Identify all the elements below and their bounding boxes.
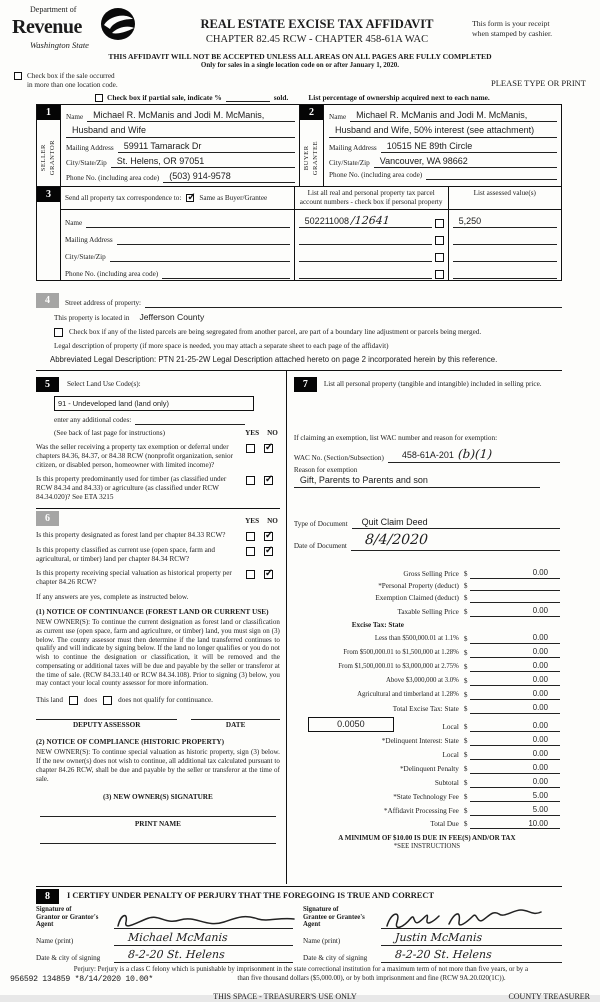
local-tax-field[interactable]: 0.00 <box>470 721 560 732</box>
see-instructions-note: *SEE INSTRUCTIONS <box>393 843 461 851</box>
buyer-city-state-zip-field[interactable]: Vancouver, WA 98662 <box>374 156 557 168</box>
gross-selling-price-field[interactable]: 0.00 <box>470 568 560 579</box>
total-due-field[interactable]: 10.00 <box>470 819 560 830</box>
grantor-signature-field[interactable] <box>114 913 293 929</box>
grantee-signature-scribble <box>381 908 566 932</box>
personal-property-checkbox-3[interactable] <box>435 253 444 262</box>
legal-description-note: Legal description of property (if more space is needed, you may attach a separate sheet to each page of the affidavit) <box>54 342 389 351</box>
wac-subsection-handwritten: (b)(1) <box>457 446 493 461</box>
tier1-tax-field[interactable]: 0.00 <box>470 633 560 644</box>
county-treasurer-label: COUNTY TREASURER <box>508 991 590 1001</box>
section-6-number: 6 <box>36 511 59 526</box>
certify-statement: I CERTIFY UNDER PENALTY OF PERJURY THAT THE FOREGOING IS TRUE AND CORRECT <box>67 891 435 901</box>
document-type-field[interactable]: Quit Claim Deed <box>352 517 560 529</box>
partial-sale-checkbox[interactable] <box>95 94 103 102</box>
s6-q3-yes-checkbox[interactable] <box>246 570 255 579</box>
land-use-title: Select Land Use Code(s): <box>67 379 141 388</box>
form-subtitle: CHAPTER 82.45 RCW - CHAPTER 458-61A WAC <box>205 33 429 45</box>
partial-sale-percent-field[interactable] <box>226 101 270 102</box>
reason-exemption-field[interactable]: Gift, Parents to Parents and son <box>294 475 540 488</box>
ownership-note: List percentage of ownership acquired next to each name. <box>308 92 490 102</box>
subtotal-field[interactable]: 0.00 <box>470 777 560 788</box>
seller-mailing-field[interactable]: 59911 Tamarack Dr <box>118 141 295 153</box>
tier2-tax-field[interactable]: 0.00 <box>470 647 560 658</box>
notice-continuance-title: (1) NOTICE OF CONTINUANCE (FOREST LAND OR CURRENT USE) <box>36 607 269 617</box>
tax-correspondence-section: 3 Send all property tax correspondence to: ✓ Same as Buyer/Grantee List all real and personal property tax parcel account numbers - check box if personal property List assessed value(s) Name Mailing Address City/State/Zip Phone No. (including area code) 502211008 /12641 5,250 <box>36 187 562 281</box>
warning-line: THIS AFFIDAVIT WILL NOT BE ACCEPTED UNLESS ALL AREAS ON ALL PAGES ARE FULLY COMPLETED <box>108 51 492 61</box>
land-does-not-checkbox[interactable] <box>103 696 112 705</box>
parcel-number-field-4[interactable] <box>299 278 432 279</box>
multi-location-label: Check box if the sale occurred in more than one location code. <box>27 71 118 89</box>
s5-q1-no-checkbox[interactable] <box>264 444 273 453</box>
same-as-buyer-checkbox[interactable] <box>186 194 194 202</box>
exemption-intro: If claiming an exemption, list WAC number and reason for exemption: <box>293 433 498 442</box>
tier4-tax-field[interactable]: 0.00 <box>470 675 560 686</box>
s5-question-timber: Is this property predominantly used for timber (as classified under RCW 84.34 and 84.33) or agriculture (as classified under RCW 84.34.020)? See ETA 3215 ✓ <box>36 475 280 502</box>
continuance-qualify-row: This land does does not qualify for continuance. <box>36 696 213 705</box>
delinquent-penalty-field[interactable]: 0.00 <box>470 763 560 774</box>
s5-question-exemption: Was the seller receiving a property tax exemption or deferral under chapters 84.36, 84.37, or 84.38 RCW (nonprofit organization, senior citizen, or disabled person, homeowner with limited income)? ✓ <box>36 443 280 470</box>
s6-q3-no-checkbox[interactable] <box>264 570 273 579</box>
buyer-name-field-line2[interactable]: Husband and Wife, 50% interest (see attachment) <box>329 125 557 137</box>
section-1-number: 1 <box>37 105 60 120</box>
correspondence-phone-field[interactable] <box>162 278 289 279</box>
same-as-buyer-label: Same as Buyer/Grantee <box>199 193 268 202</box>
personal-property-checkbox-2[interactable] <box>435 236 444 245</box>
grantor-signature-label: Signature of Grantor or Grantor's Agent <box>36 905 99 929</box>
seller-name-field-line2[interactable]: Husband and Wife <box>66 125 295 137</box>
correspondence-csz-field[interactable] <box>110 261 290 262</box>
assessed-value-field-4[interactable] <box>453 278 557 279</box>
perjury-text-line1: Perjury: Perjury is a class C felony which is punishable by imprisonment in the state correctional institution for a maximum term of not more than five years, or by a <box>73 965 529 973</box>
s6-question-historical: Is this property receiving special valuation as historical property per chapter 84.26 RCW? ✓ <box>36 569 280 587</box>
assessed-value-field-3[interactable] <box>453 261 557 262</box>
assessed-value-field-2[interactable] <box>453 244 557 245</box>
buyer-grantee-section: 2 BUYER GRANTEE Name Michael R. McManis and Jodi M. McManis, Husband and Wife, 50% interest (see attachment) Mailing Address 10515 NE 89th Circle City/State/Zip Vancouver, WA 98662 Phone No. (including area code) <box>299 105 561 186</box>
parcel-number-field-3[interactable] <box>299 261 432 262</box>
section-7-number: 7 <box>294 377 317 392</box>
state-technology-fee-field[interactable]: 5.00 <box>470 791 560 802</box>
s5-q1-yes-checkbox[interactable] <box>246 444 255 453</box>
please-type-or-print: PLEASE TYPE OR PRINT <box>490 77 586 88</box>
s6-q1-no-checkbox[interactable] <box>264 532 273 541</box>
form-title: REAL ESTATE EXCISE TAX AFFIDAVIT <box>200 17 434 31</box>
parcel-number-field-2[interactable] <box>299 244 432 245</box>
only-note: Only for sales in a single location code on or after January 1, 2020. <box>200 61 400 70</box>
dor-swirl-logo-icon <box>100 7 136 44</box>
abbreviated-legal-description[interactable]: Abbreviated Legal Description: PTN 21-25-2W Legal Description attached hereto on page 2 incorporated herein by this reference. <box>50 355 498 365</box>
delinquent-interest-local-field[interactable]: 0.00 <box>470 749 560 760</box>
land-use-column: 5 Select Land Use Code(s): 91 - Undeveloped land (land only) enter any additional codes: (See back of last page for instructions) YES NO Was the seller receiving a property tax exemption or deferral under chapters 84.36, 84.37, or 84.38 RCW (nonprofit organization, senior citizen, or disabled person, homeowner with limited income)? ✓ Is this property predominantly used for timber (as classified under RCW 84.34 and 84.33) or agriculture (as classified under RCW 84.34.020)? See ETA 3215 ✓ 6 YES NO Is this property designated as forest land per chapter 84.33 RCW? ✓ Is this property classified as current use (open space, farm and agricultural, or timber) land per chapter 84.34 RCW? ✓ Is this property receiving special valuation as historical property per chapter 84.26 RCW? ✓ If any answers are yes, complete as instructed below. (1) NOTICE OF CONTINUANCE (FOREST LAND OR CURRENT USE) NEW OWNER(S): To continue the current designation as forest land or classification as current use (open space, farm and agriculture, or timber) land, you must sign on (3) below. The county assessor must then determine if the land transferred continues to qualify and will indicate by signing below. If the land no longer qualifies or you do not wish to continue the designation or classification, it will be removed and the compensating or additional taxes will be due and payable by the seller or transferor at the time of sale. (RCW 84.33.140 or RCW 84.34.108). Prior to signing (3) below, you may contact your local county assessor for more information. This land does does not qualify for continuance. DEPUTY ASSESSOR DATE (2) NOTICE OF COMPLIANCE (HISTORIC PROPERTY) NEW OWNER(S): To continue special valuation as historic property, sign (3) below. If the new owner(s) does not wish to continue, all additional tax calculated pursuant to chapter 84.26 RCW, shall be due and payable by the seller or transferor at the time of sale. (3) NEW OWNER(S) SIGNATURE PRINT NAME <box>36 371 286 884</box>
seller-grantor-vertical-label: SELLER GRANTOR <box>40 140 56 176</box>
reet-affidavit-page: Department of Revenue Washington State REAL ESTATE EXCISE TAX AFFIDAVIT CHAPTER 82.45 RCW - CHAPTER 458-61A WAC This form is your receipt when stamped by cashier. THIS AFFIDAVIT WILL NOT BE ACCEPTED UNLESS ALL AREAS ON ALL PAGES ARE FULLY COMPLETED Only for sales in a single location code on or after January 1, 2020. Check box if the sale occurred in more than one location code. PLEASE TYPE OR PRINT Check box if partial sale, indicate % sold. List percentage of ownership acquired next to each name. 1 SELLER GRANTOR Name Michael R. McManis and Jodi M. McManis, Husband and Wife Mailing Address 59911 Tamarack Dr City/State/Zip St. Helens, OR 97051 Phone No. (including area code) (503) 914-9578 2 BUYER GRANTEE Name Michael R. McManis and Jodi M. McManis, Husband and Wife, 50% interest (see attachment) Mailing Address 10515 NE 89th Circle City/State/Zip Vancouver, WA 98662 Phone No. (including area code) 3 Send all property tax correspondence to: ✓ Same as Buyer/Grantee List all real and personal property tax parcel account numbers - check box if personal property List assessed value(s) Name Mailing Address City/State/Zip Phone No. (including area code) 502211008 /12641 5,250 4 Street address of property: This property is located in Jefferson County Check box if any of the listed parcels are being segregated from another parcel, are part of a boundary line adjustment or parcels being merged. Legal description of property (if more space is needed, you may attach a separate sheet to each page of the affidavit) Abbreviated Legal Description: PTN 21-25-2W Legal Description attached hereto on page 2 incorporated herein by this reference. 5 Select Land Use Code(s): 91 - Undeveloped land (land only) enter any additional codes: (See back of last page for instructions) YES NO Was the seller receiving a property tax exemption or deferral under chapters 84.36, 84.37, or 84.38 RCW (nonprofit organization, senior citizen, or disabled person, homeowner with limited income)? ✓ Is this property predominantly used for timber (as classified under RCW 84.34 and 84.33) or agriculture (as classified under RCW 84.34.020)? See ETA 3215 ✓ 6 YES NO Is this property designated as forest land per chapter 84.33 RCW? ✓ Is this property classified as current use (open space, farm and agricultural, or timber) land per chapter 84.34 RCW? ✓ Is this property receiving special valuation as historical property per chapter 84.26 RCW? ✓ If any answers are yes, complete as instructed below. (1) NOTICE OF CONTINUANCE (FOREST LAND OR CURRENT USE) NEW OWNER(S): To continue the current designation as forest land or classification as current use (open space, farm and agriculture, or timber) land, you must sign on (3) below. The county assessor must then determine if the land transferred continues to qualify and will indicate by signing below. If the land no longer qualifies or you do not wish to continue the designation or classification, it will be removed and the compensating or additional taxes will be due and payable by the seller or transferor at the time of sale. (RCW 84.33.140 or RCW 84.34.108). Prior to signing (3) below, you may contact your local county assessor for more information. This land does does not qualify for continuance. DEPUTY ASSESSOR DATE (2) NOTICE OF COMPLIANCE (HISTORIC PROPERTY) NEW OWNER(S): To continue special valuation as historic property, sign (3) below. If the new owner(s) does not wish to continue, all additional tax calculated pursuant to chapter 84.26 RCW, shall be due and payable by the seller or transferor at the time of sale. (3) NEW OWNER(S) SIGNATURE PRINT NAME 7 List all personal property (tangible and intangible) included in selling price. If claiming an exemption, list WAC number and reason for exemption: WAC No. (Section/Subsection) 458-61A-201 (b)(1) Reason for exemption Gift, Parents to Parents and son Type of Document Quit Claim Deed Date of Document 8/4/2020 Gross Selling Price $ 0.00 *Personal Property (deduct) $ Exemption Claimed (deduct) $ Taxable Selling Price $ 0.00 Excise Tax: State Less than $500,000.01 at 1.1% $ 0.00 From $500,000.01 to $1,500,000 at 1.28% $ 0.00 From $1,500,000.01 to $3,000,000 at 2.75% $ 0.00 Above $3,000,000 at 3.0% $ 0.00 Agricultural and timberland at 1.28% $ 0.00 Total Excise Tax: State $ 0.00 0.0050 Local $ 0.00 *Delinquent Interest: State $ 0.00 Local $ 0.00 *Delinquent Penalty $ 0.00 Subtotal $ 0.00 *State Technology Fee $ 5.00 *Affidavit Processing Fee $ 5.00 Total Due $ 10.00 A MINIMUM OF $10.00 IS DUE IN FEE(S) AND/OR TAX *SEE INSTRUCTIONS 8 I CERTIFY UNDER PENALTY OF PERJURY THAT THE FOREGOING IS TRUE AND CORRECT Signature of Grantor or Grantor's Agent Name (print) Michael McManis Date & city of signing 8-2-20 St. Helens Signature of Grantee or Grantee's Agent Name (print) Justin McManis Date & city of signing 8-2-20 St. Helens Perjury: Perjury is a class C felony which is punishable by imprisonment in the state correctional institution for a maximum term of not more than five years, or by a 956592 134859 *8/14/2020 10.00* than five thousand dollars ($5,000.00), or by both imprisonment and fine (RCW 9A.20.020(1C)). THIS SPACE - TREASURER'S USE ONLY COUNTY TREASURER <box>0 0 600 995</box>
excise-tax-state-header: Excise Tax: State <box>351 621 404 630</box>
notice-compliance-body: NEW OWNER(S): To continue special valuation as historic property, sign (3) below. If the new owner(s) does not wish to continue, all additional tax calculated pursuant to chapter 84.26 RCW, shall be due and payable by the seller or transferor at the time of sale. <box>36 748 280 783</box>
grantee-date-city-field[interactable]: 8-2-20 St. Helens <box>381 948 562 963</box>
if-yes-note: If any answers are yes, complete as instructed below. <box>36 593 189 602</box>
dept-of-label: Department of <box>30 5 77 14</box>
perjury-footer <box>10 966 590 1002</box>
revenue-wordmark: Revenue <box>12 16 82 38</box>
partial-sale-label: Check box if partial sale, indicate % <box>107 92 222 102</box>
reason-exemption-label: Reason for exemption <box>293 465 358 474</box>
minimum-fee-note: A MINIMUM OF $10.00 IS DUE IN FEE(S) AND/OR TAX <box>338 834 516 843</box>
exemption-claimed-field[interactable] <box>470 595 560 603</box>
personal-property-title: List all personal property (tangible and intangible) included in selling price. <box>323 379 542 388</box>
county-field[interactable]: Jefferson County <box>139 312 205 323</box>
wac-number-field[interactable]: 458-61A-201 (b)(1) <box>388 447 560 463</box>
assessed-values-header: List assessed value(s) <box>448 187 561 209</box>
washington-state-label: Washington State <box>30 40 89 50</box>
seller-city-state-zip-field[interactable]: St. Helens, OR 97051 <box>111 156 295 168</box>
delinquent-interest-state-field[interactable]: 0.00 <box>470 735 560 746</box>
grantor-name-print-field[interactable]: Michael McManis <box>114 931 293 946</box>
assessed-value-field-1[interactable]: 5,250 <box>453 216 557 228</box>
new-owner-signature-label: (3) NEW OWNER(S) SIGNATURE <box>103 793 213 802</box>
s6-q1-yes-checkbox[interactable] <box>246 532 255 541</box>
additional-codes-field[interactable] <box>135 424 245 425</box>
personal-property-deduct-field[interactable] <box>470 583 560 591</box>
s6-q2-yes-checkbox[interactable] <box>246 547 255 556</box>
street-address-field[interactable] <box>145 307 562 308</box>
buyer-grantee-vertical-label: BUYER GRANTEE <box>303 140 319 175</box>
agricultural-tax-field[interactable]: 0.00 <box>470 689 560 700</box>
grantor-date-city-field[interactable]: 8-2-20 St. Helens <box>114 948 293 963</box>
s5-q2-yes-checkbox[interactable] <box>246 476 255 485</box>
treasurer-space-label: THIS SPACE - TREASURER'S USE ONLY <box>213 991 357 1001</box>
s6-q2-no-checkbox[interactable] <box>264 547 273 556</box>
deputy-date-line[interactable]: DATE <box>191 719 279 730</box>
parcel-numbers-header: List all real and personal property tax parcel account numbers - check box if personal property <box>294 187 448 209</box>
section-5-number: 5 <box>36 377 59 392</box>
tax-computation-column: 7 List all personal property (tangible and intangible) included in selling price. If claiming an exemption, list WAC number and reason for exemption: WAC No. (Section/Subsection) 458-61A-201 (b)(1) Reason for exemption Gift, Parents to Parents and son Type of Document Quit Claim Deed Date of Document 8/4/2020 Gross Selling Price $ 0.00 *Personal Property (deduct) $ Exemption Claimed (deduct) $ Taxable Selling Price $ 0.00 Excise Tax: State Less than $500,000.01 at 1.1% $ 0.00 From $500,000.01 to $1,500,000 at 1.28% $ 0.00 From $1,500,000.01 to $3,000,000 at 2.75% $ 0.00 Above $3,000,000 at 3.0% $ 0.00 Agricultural and timberland at 1.28% $ 0.00 Total Excise Tax: State $ 0.00 0.0050 Local $ 0.00 *Delinquent Interest: State $ 0.00 Local $ 0.00 *Delinquent Penalty $ 0.00 Subtotal $ 0.00 *State Technology Fee $ 5.00 *Affidavit Processing Fee $ 5.00 Total Due $ 10.00 A MINIMUM OF $10.00 IS DUE IN FEE(S) AND/OR TAX *SEE INSTRUCTIONS <box>286 371 562 884</box>
parcel-number-field[interactable]: 502211008 /12641 <box>299 214 432 229</box>
section-8-number: 8 <box>36 889 59 904</box>
s6-question-current-use: Is this property classified as current use (open space, farm and agricultural, or timber) land per chapter 84.34 RCW? ✓ <box>36 546 280 564</box>
buyer-mailing-field[interactable]: 10515 NE 89th Circle <box>381 141 557 153</box>
form-header: Department of Revenue Washington State REAL ESTATE EXCISE TAX AFFIDAVIT CHAPTER 82.45 RCW - CHAPTER 458-61A WAC This form is your receipt when stamped by cashier. <box>0 0 600 51</box>
local-rate-box: 0.0050 <box>308 717 394 732</box>
see-back-note: (See back of last page for instructions) <box>54 429 165 438</box>
designation-section: 6 YES NO Is this property designated as forest land per chapter 84.33 RCW? ✓ Is this property classified as current use (open space, farm and agricultural, or timber) land per chapter 84.34 RCW? ✓ Is this property receiving special valuation as historical property per chapter 84.26 RCW? ✓ If any answers are yes, complete as instructed below. (1) NOTICE OF CONTINUANCE (FOREST LAND OR CURRENT USE) NEW OWNER(S): To continue the current designation as forest land or classification as current use (open space, farm and agriculture, or timber) land, you must sign on (3) below. The county assessor must then determine if the land transferred continues to qualify and will indicate by signing below. If the land no longer qualifies or you do not wish to continue the designation or classification, it will be removed and the compensating or additional taxes will be due and payable by the seller or transferor at the time of sale. (RCW 84.33.140 or RCW 84.34.108). Prior to signing (3) below, you may contact your local county assessor for more information. This land does does not qualify for continuance. DEPUTY ASSESSOR DATE (2) NOTICE OF COMPLIANCE (HISTORIC PROPERTY) NEW OWNER(S): To continue special valuation as historic property, sign (3) below. If the new owner(s) does not wish to continue, all additional tax calculated pursuant to chapter 84.26 RCW, shall be due and payable by the seller or transferor at the time of sale. (3) NEW OWNER(S) SIGNATURE PRINT NAME <box>36 508 280 844</box>
notice-continuance-body: NEW OWNER(S): To continue the current designation as forest land or classification as current use (open space, farm and agriculture, or timber) land, you must sign on (3) below. The county assessor must then determine if the land transferred continues to qualify and will indicate by signing below. If the land no longer qualifies or you do not wish to continue the designation or classification, it will be removed and the compensating or additional taxes will be due and payable by the seller or transferor at the time of sale. (RCW 84.33.140 or RCW 84.34.108). Prior to signing (3) below, you may contact your local county assessor for more information. <box>36 618 280 688</box>
print-name-label: PRINT NAME <box>134 820 181 829</box>
receipt-note: This form is your receipt <box>472 19 550 28</box>
notice-compliance-title: (2) NOTICE OF COMPLIANCE (HISTORIC PROPERTY) <box>36 737 225 747</box>
cashier-stamp: 956592 134859 *8/14/2020 10.00* <box>10 975 154 985</box>
affidavit-processing-fee-field[interactable]: 5.00 <box>470 805 560 816</box>
print-name-line[interactable] <box>40 843 276 844</box>
section-3-number: 3 <box>37 187 60 202</box>
dor-logo-block <box>12 5 162 51</box>
perjury-text-line2: than five thousand dollars ($5,000.00), or by both imprisonment and fine (RCW 9A.20.020(1C)). <box>237 975 506 983</box>
seller-grantor-section: 1 SELLER GRANTOR Name Michael R. McManis and Jodi M. McManis, Husband and Wife Mailing Address 59911 Tamarack Dr City/State/Zip St. Helens, OR 97051 Phone No. (including area code) (503) 914-9578 <box>37 105 299 186</box>
correspondence-mailing-field[interactable] <box>117 244 290 245</box>
buyer-phone-field[interactable] <box>426 179 557 180</box>
segregated-label: Check box if any of the listed parcels are being segregated from another parcel, are part of a boundary line adjustment or parcels being merged. <box>69 328 482 337</box>
multi-location-checkbox[interactable] <box>14 72 22 80</box>
buyer-name-field[interactable]: Michael R. McManis and Jodi M. McManis, <box>350 110 557 122</box>
seller-phone-field[interactable]: (503) 914-9578 <box>163 171 295 183</box>
taxable-selling-price-field[interactable]: 0.00 <box>470 606 560 617</box>
new-owner-signature-line[interactable] <box>40 816 276 817</box>
section-4-number: 4 <box>36 293 59 308</box>
land-does-checkbox[interactable] <box>69 696 78 705</box>
grantee-name-print-field[interactable]: Justin McManis <box>381 931 562 946</box>
personal-property-blank-area[interactable] <box>294 392 560 434</box>
total-excise-state-field[interactable]: 0.00 <box>470 703 560 714</box>
deputy-assessor-line[interactable]: DEPUTY ASSESSOR <box>36 719 177 730</box>
seller-name-field[interactable]: Michael R. McManis and Jodi M. McManis, <box>87 110 295 122</box>
grantee-signature-label: Signature of Grantee or Grantee's Agent <box>303 905 365 929</box>
certification-section: 8 I CERTIFY UNDER PENALTY OF PERJURY THAT THE FOREGOING IS TRUE AND CORRECT Signature of Grantor or Grantor's Agent Name (print) Michael McManis Date & city of signing 8-2-20 St. Helens Signature of Grantee or Grantee's Agent Name (print) Justin McManis Date & city of signing 8-2-20 St. Helens <box>36 886 562 963</box>
s5-q2-no-checkbox[interactable] <box>264 476 273 485</box>
grantor-signature-scribble <box>114 910 299 932</box>
send-correspondence-label: Send all property tax correspondence to: <box>65 193 182 202</box>
land-use-code-select[interactable]: 91 - Undeveloped land (land only) <box>54 396 254 411</box>
document-date-field[interactable] <box>351 532 560 551</box>
tier3-tax-field[interactable]: 0.00 <box>470 661 560 672</box>
property-location-section: 4 Street address of property: This property is located in Jefferson County Check box if any of the listed parcels are being segregated from another parcel, are part of a boundary line adjustment or parcels being merged. Legal description of property (if more space is needed, you may attach a separate sheet to each page of the affidavit) Abbreviated Legal Description: PTN 21-25-2W Legal Description attached hereto on page 2 incorporated herein by this reference. <box>36 281 562 369</box>
s6-question-forest: Is this property designated as forest land per chapter 84.33 RCW? ✓ <box>36 531 280 541</box>
section-2-number: 2 <box>300 105 323 120</box>
parcel-number-handwritten: /12641 <box>350 213 391 227</box>
document-date-handwritten: 8/4/2020 <box>364 532 429 549</box>
personal-property-checkbox-4[interactable] <box>435 270 444 279</box>
segregated-checkbox[interactable] <box>54 328 63 337</box>
correspondence-name-field[interactable] <box>86 227 290 228</box>
grantee-signature-field[interactable] <box>381 913 562 929</box>
personal-property-checkbox-1[interactable] <box>435 219 444 228</box>
